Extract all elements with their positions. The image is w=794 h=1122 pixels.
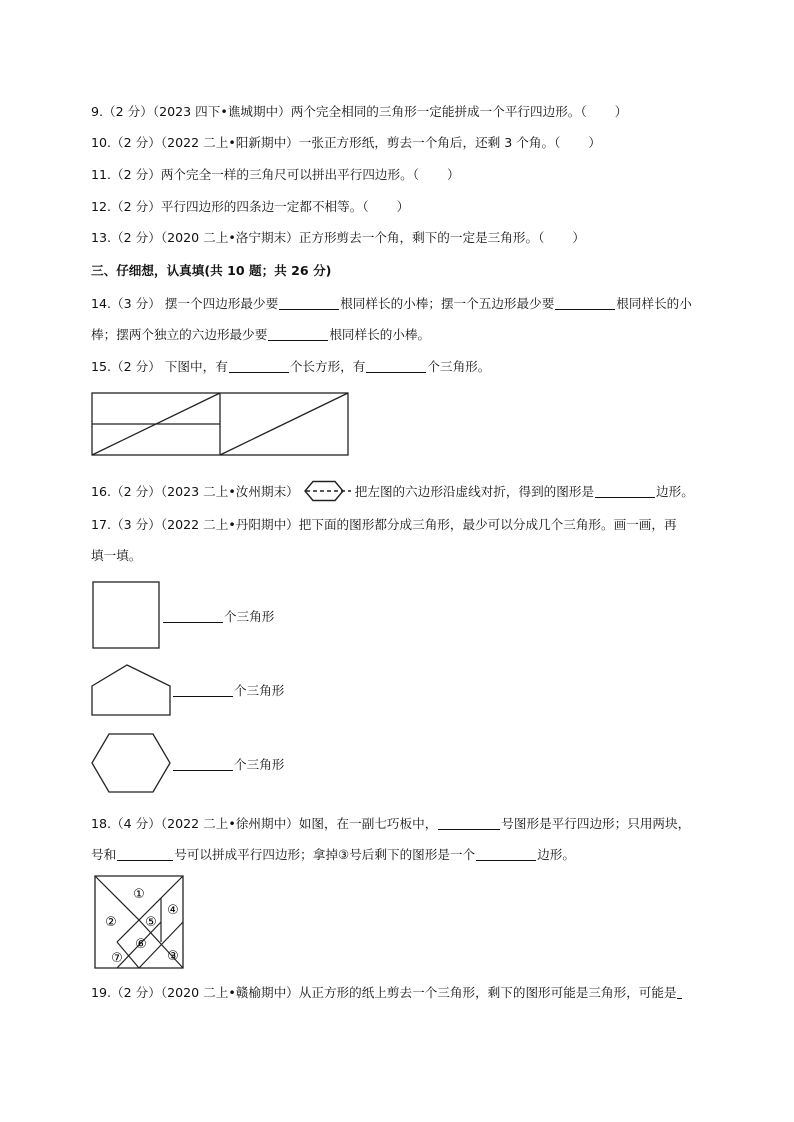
answer-blank[interactable]: [366, 359, 426, 373]
rectangles-figure: [91, 392, 351, 458]
pentagon-figure: [91, 664, 171, 716]
tangram-label-4: ④: [167, 903, 179, 918]
question-12: 12.（2 分）平行四边形的四条边一定都不相等。（ ）: [91, 199, 410, 214]
question-18-line-2: 号和 号可以拼成平行四边形；拿掉③号后剩下的图形是一个 边形。: [91, 847, 575, 862]
question-11: 11.（2 分）两个完全一样的三角尺可以拼出平行四边形。（ ）: [91, 167, 460, 182]
question-16: 16.（2 分）（2023 二上•汝州期末） 把左图的六边形沿虚线对折，得到的图形是 边形。: [91, 480, 694, 507]
answer-blank[interactable]: [279, 296, 339, 310]
answer-blank[interactable]: [555, 296, 615, 310]
answer-blank[interactable]: [595, 484, 655, 498]
hexagon-answer: 个三角形: [172, 756, 284, 774]
tangram-label-5: ⑤: [145, 915, 157, 930]
question-17-line-2: 填一填。: [91, 548, 142, 563]
answer-blank[interactable]: [229, 359, 289, 373]
square-answer: 个三角形: [162, 608, 274, 626]
answer-blank[interactable]: [173, 683, 233, 697]
question-17-line-1: 17.（3 分）（2022 二上•丹阳期中）把下面的图形都分成三角形，最少可以分成几个三角形。画一画，再: [91, 517, 677, 532]
tangram-label-2: ②: [105, 915, 117, 930]
hexagon-figure: [91, 733, 171, 793]
hexagon-icon: [303, 480, 351, 507]
question-13: 13.（2 分）（2020 二上•洛宁期末）正方形剪去一个角，剩下的一定是三角形。（ ）: [91, 230, 585, 245]
question-14-line-2: 棒；摆两个独立的六边形最少要 根同样长的小棒。: [91, 327, 431, 342]
pentagon-answer: 个三角形: [172, 682, 284, 700]
question-18-line-1: 18.（4 分）（2022 二上•徐州期中）如图，在一副七巧板中， 号图形是平行四边形；只用两块，: [91, 816, 691, 831]
tangram-label-6: ⑥: [135, 937, 147, 952]
answer-blank[interactable]: [438, 816, 500, 830]
tangram-label-7: ⑦: [111, 951, 123, 966]
tangram-label-3: ③: [167, 949, 179, 964]
question-15: 15.（2 分） 下图中，有 个长方形，有 个三角形。: [91, 359, 491, 374]
answer-blank[interactable]: [476, 847, 536, 861]
answer-blank[interactable]: [677, 985, 682, 999]
answer-blank[interactable]: [173, 757, 233, 771]
question-19: 19.（2 分）（2020 二上•赣榆期中）从正方形的纸上剪去一个三角形，剩下的图形可能是三角形，可能是: [91, 984, 682, 1002]
question-9: 9.（2 分）（2023 四下•谯城期中）两个完全相同的三角形一定能拼成一个平行四边形。（ ）: [91, 104, 628, 119]
question-14-line-1: 14.（3 分） 摆一个四边形最少要 根同样长的小棒；摆一个五边形最少要 根同样长的小: [91, 296, 692, 311]
answer-blank[interactable]: [117, 847, 173, 861]
question-10: 10.（2 分）（2022 二上•阳新期中）一张正方形纸，剪去一个角后，还剩 3 个角。（ ）: [91, 135, 601, 150]
square-figure: [92, 581, 160, 649]
answer-blank[interactable]: [268, 327, 328, 341]
tangram-figure: [93, 874, 187, 970]
section-heading: 三、仔细想，认真填(共 10 题；共 26 分): [91, 263, 332, 278]
tangram-label-1: ①: [133, 887, 145, 902]
answer-blank[interactable]: [163, 609, 223, 623]
